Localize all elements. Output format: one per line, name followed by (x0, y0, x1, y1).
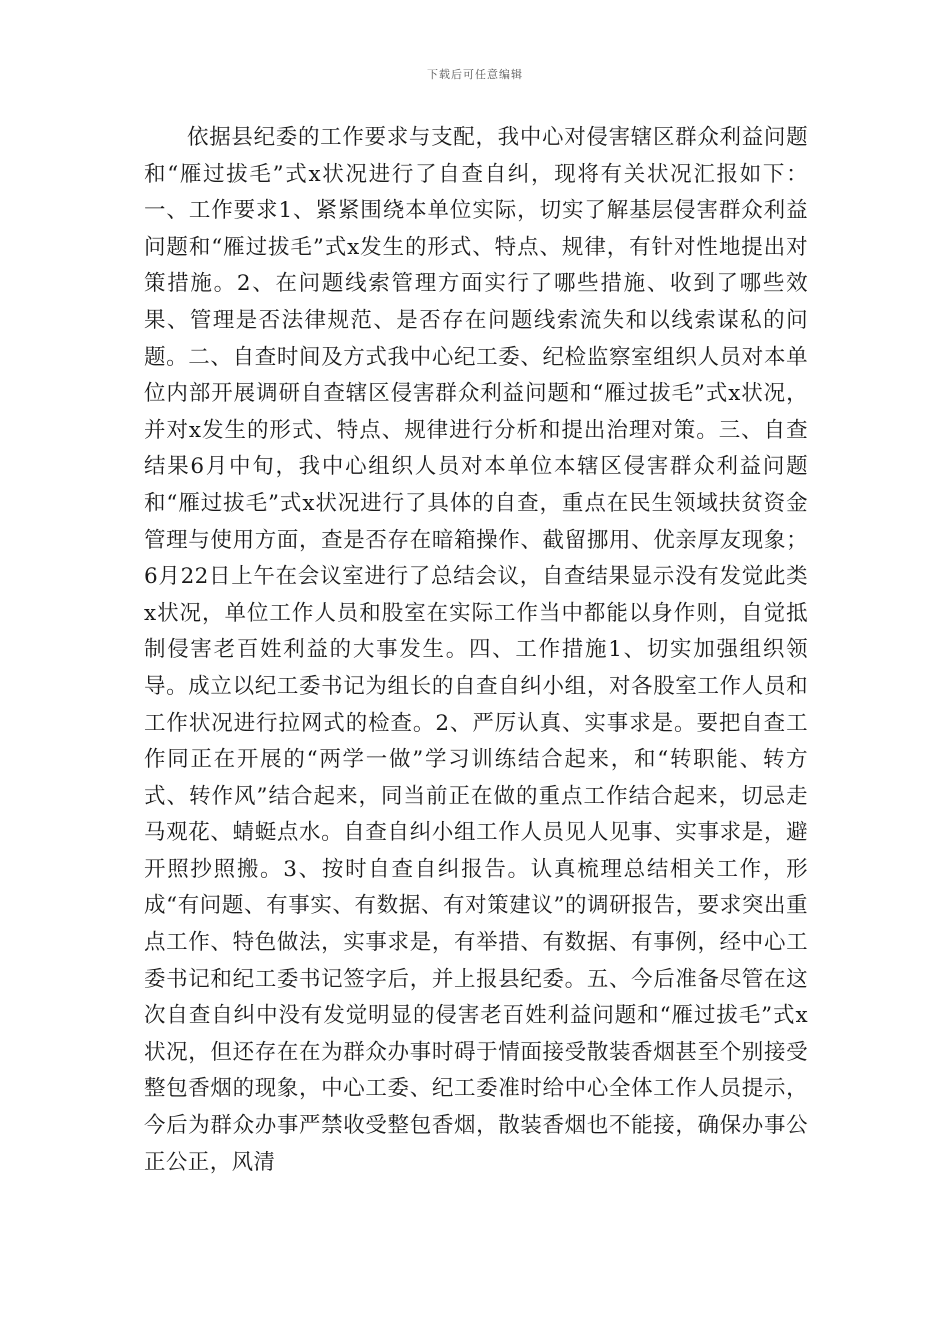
body-paragraph: 依据县纪委的工作要求与支配，我中心对侵害辖区群众利益问题和“雁过拔毛”式x状况进行了自查自纠，现将有关状况汇报如下：一、工作要求1、紧紧围绕本单位实际，切实了解基层侵害群众利益问题和“雁过拔毛”式x发生的形式、特点、规律，有针对性地提出对策措施。2、在问题线索管理方面实行了哪些措施、收到了哪些效果、管理是否法律规范、是否存在问题线索流失和以线索谋私的问题。二、自查时间及方式我中心纪工委、纪检监察室组织人员对本单位内部开展调研自查辖区侵害群众利益问题和“雁过拔毛”式x状况，并对x发生的形式、特点、规律进行分析和提出治理对策。三、自查结果6月中旬，我中心组织人员对本单位本辖区侵害群众利益问题和“雁过拔毛”式x状况进行了具体的自查，重点在民生领域扶贫资金管理与使用方面，查是否存在暗箱操作、截留挪用、优亲厚友现象；6月22日上午在会议室进行了总结会议，自查结果显示没有发觉此类x状况，单位工作人员和股室在实际工作当中都能以身作则，自觉抵制侵害老百姓利益的大事发生。四、工作措施1、切实加强组织领导。成立以纪工委书记为组长的自查自纠小组，对各股室工作人员和工作状况进行拉网式的检查。2、严厉认真、实事求是。要把自查工作同正在开展的“两学一做”学习训练结合起来，和“转职能、转方式、转作风”结合起来，同当前正在做的重点工作结合起来，切忌走马观花、蜻蜓点水。自查自纠小组工作人员见人见事、实事求是，避开照抄照搬。3、按时自查自纠报告。认真梳理总结相关工作，形成“有问题、有事实、有数据、有对策建议”的调研报告，要求突出重点工作、特色做法，实事求是，有举措、有数据、有事例，经中心工委书记和纪工委书记签字后，并上报县纪委。五、今后准备尽管在这次自查自纠中没有发觉明显的侵害老百姓利益问题和“雁过拔毛”式x状况，但还存在在为群众办事时碍于情面接受散装香烟甚至个别接受整包香烟的现象，中心工委、纪工委准时给中心全体工作人员提示，今后为群众办事严禁收受整包香烟，散装香烟也不能接，确保办事公正公正，风清 (144, 125, 808, 1175)
download-editable-note: 下载后可任意编辑 (427, 68, 523, 81)
